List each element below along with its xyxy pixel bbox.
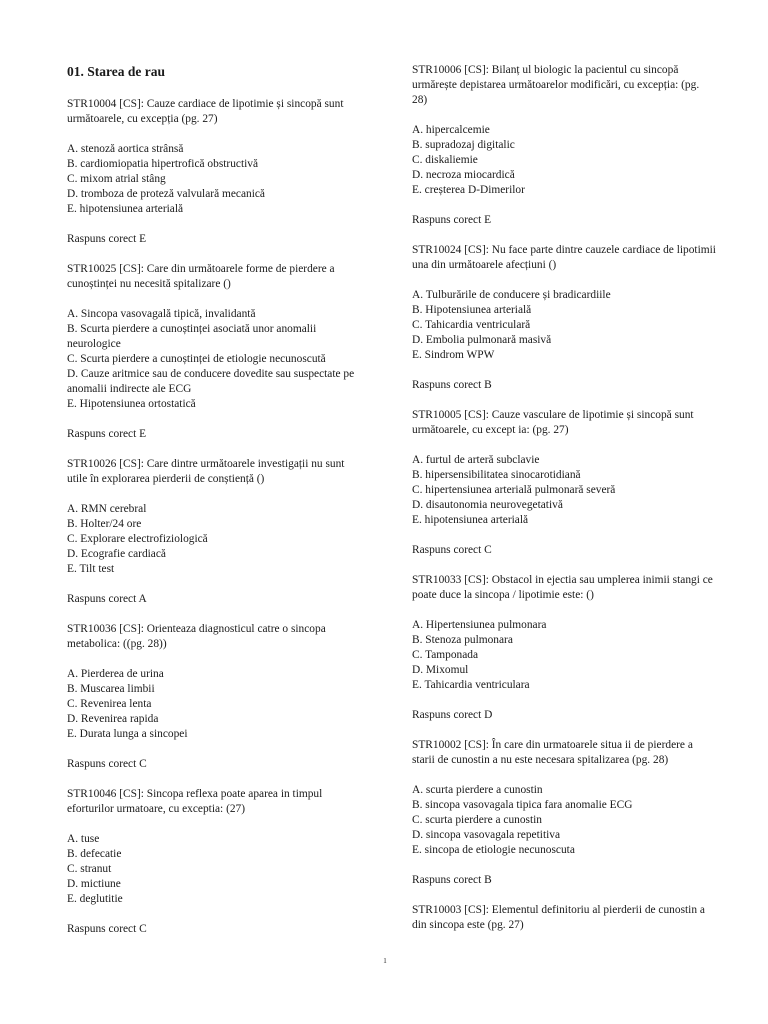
answer-option: C. Tamponada bbox=[412, 649, 479, 661]
answer-option: B. Scurta pierdere a cunoștinței asociată unor anomalii neurologice bbox=[67, 323, 317, 350]
page-number: 1 bbox=[383, 957, 387, 965]
correct-answer: Raspuns corect E bbox=[67, 233, 147, 245]
answer-option: D. mictiune bbox=[67, 878, 121, 890]
question-block bbox=[67, 97, 367, 247]
right-column bbox=[412, 63, 716, 948]
options-list bbox=[67, 502, 367, 577]
correct-answer: Raspuns corect D bbox=[412, 709, 493, 721]
question-stem: STR10036 [CS]: Orienteaza diagnosticul catre o sincopa metabolica: ((pg. 28)) bbox=[67, 623, 326, 650]
answer-option: C. mixom atrial stâng bbox=[67, 173, 166, 185]
correct-answer: Raspuns corect C bbox=[67, 758, 147, 770]
answer-option: E. Tilt test bbox=[67, 563, 115, 575]
correct-answer: Raspuns corect B bbox=[412, 379, 492, 391]
options-list bbox=[67, 142, 367, 217]
answer-option: B. Holter/24 ore bbox=[67, 518, 142, 530]
answer-option: E. Durata lunga a sincopei bbox=[67, 728, 188, 740]
answer-option: C. Tahicardia ventriculară bbox=[412, 319, 531, 331]
answer-option: E. sincopa de etiologie necunoscuta bbox=[412, 844, 575, 856]
answer-option: E. Hipotensiunea ortostatică bbox=[67, 398, 196, 410]
answer-option: B. Hipotensiunea arterială bbox=[412, 304, 532, 316]
answer-option: C. Explorare electrofiziologică bbox=[67, 533, 208, 545]
question-block bbox=[412, 408, 716, 558]
answer-option: A. furtul de arteră subclavie bbox=[412, 454, 540, 466]
question-stem: STR10024 [CS]: Nu face parte dintre cauzele cardiace de lipotimii una din următoarele afecțiuni () bbox=[412, 244, 716, 271]
answer-option: B. cardiomiopatia hipertrofică obstructivă bbox=[67, 158, 259, 170]
question-block bbox=[412, 573, 716, 723]
answer-option: C. Scurta pierdere a cunoștinței de etiologie necunoscută bbox=[67, 353, 326, 365]
answer-option: E. Sindrom WPW bbox=[412, 349, 495, 361]
answer-option: A. Hipertensiunea pulmonara bbox=[412, 619, 547, 631]
question-stem: STR10004 [CS]: Cauze cardiace de lipotimie și sincopă sunt următoarele, cu excepția (pg. 27) bbox=[67, 98, 344, 125]
answer-option: D. tromboza de proteză valvulară mecanică bbox=[67, 188, 265, 200]
answer-option: A. Sincopa vasovagală tipică, invalidantă bbox=[67, 308, 256, 320]
question-stem: STR10005 [CS]: Cauze vasculare de lipotimie și sincopă sunt următoarele, cu except ia: (pg. 27) bbox=[412, 409, 694, 436]
options-list bbox=[412, 618, 716, 693]
answer-option: E. Tahicardia ventriculara bbox=[412, 679, 530, 691]
answer-option: B. Muscarea limbii bbox=[67, 683, 155, 695]
question-block bbox=[67, 457, 367, 607]
answer-option: B. supradozaj digitalic bbox=[412, 139, 515, 151]
answer-option: E. hipotensiunea arterială bbox=[67, 203, 184, 215]
correct-answer: Raspuns corect C bbox=[67, 923, 147, 935]
question-stem: STR10002 [CS]: În care din urmatoarele situa ii de pierdere a starii de cunostin a nu este necesara spitalizarea (pg. 28) bbox=[412, 739, 693, 766]
answer-option: D. Cauze aritmice sau de conducere dovedite sau suspectate pe anomalii indirecte ale ECG bbox=[67, 368, 355, 395]
answer-option: C. hipertensiunea arterială pulmonară severă bbox=[412, 484, 616, 496]
answer-option: E. creșterea D-Dimerilor bbox=[412, 184, 525, 196]
question-block bbox=[412, 738, 716, 888]
answer-option: B. defecatie bbox=[67, 848, 122, 860]
left-question-list bbox=[67, 97, 367, 937]
answer-option: D. disautonomia neurovegetativă bbox=[412, 499, 563, 511]
options-list bbox=[412, 783, 716, 858]
question-stem: STR10033 [CS]: Obstacol in ejectia sau umplerea inimii stangi ce poate duce la sincopa / lipotimie este: () bbox=[412, 574, 713, 601]
answer-option: D. necroza miocardică bbox=[412, 169, 515, 181]
correct-answer: Raspuns corect A bbox=[67, 593, 147, 605]
answer-option: A. stenoză aortica strânsă bbox=[67, 143, 184, 155]
correct-answer: Raspuns corect E bbox=[67, 428, 147, 440]
correct-answer: Raspuns corect B bbox=[412, 874, 492, 886]
answer-option: C. stranut bbox=[67, 863, 112, 875]
question-stem: STR10003 [CS]: Elementul definitoriu al pierderii de cunostin a din sincopa este (pg. 27) bbox=[412, 904, 705, 931]
question-stem: STR10046 [CS]: Sincopa reflexa poate aparea in timpul eforturilor urmatoare, cu exceptia: (27) bbox=[67, 788, 323, 815]
answer-option: C. diskaliemie bbox=[412, 154, 478, 166]
answer-option: A. Tulburările de conducere și bradicardiile bbox=[412, 289, 611, 301]
answer-option: B. hipersensibilitatea sinocarotidiană bbox=[412, 469, 581, 481]
question-stem: STR10026 [CS]: Care dintre următoarele investigații nu sunt utile în explorarea pierderii de conștiență () bbox=[67, 458, 345, 485]
answer-option: A. tuse bbox=[67, 833, 100, 845]
answer-option: A. Pierderea de urina bbox=[67, 668, 164, 680]
answer-option: A. hipercalcemie bbox=[412, 124, 490, 136]
answer-option: A. RMN cerebral bbox=[67, 503, 147, 515]
options-list bbox=[67, 832, 367, 907]
answer-option: D. Ecografie cardiacă bbox=[67, 548, 166, 560]
answer-option: D. Embolia pulmonară masivă bbox=[412, 334, 552, 346]
question-stem: STR10006 [CS]: Bilanț ul biologic la pacientul cu sincopă urmărește depistarea următoarelor modificări, cu excepția: (pg. 28) bbox=[412, 64, 700, 106]
answer-option: E. deglutitie bbox=[67, 893, 123, 905]
options-list bbox=[67, 307, 367, 412]
answer-option: A. scurta pierdere a cunostin bbox=[412, 784, 543, 796]
correct-answer: Raspuns corect C bbox=[412, 544, 492, 556]
answer-option: C. Revenirea lenta bbox=[67, 698, 152, 710]
options-list bbox=[67, 667, 367, 742]
answer-option: D. Mixomul bbox=[412, 664, 469, 676]
question-block bbox=[412, 903, 716, 933]
question-stem: STR10025 [CS]: Care din următoarele forme de pierdere a cunoștinței nu necesită spitalizare () bbox=[67, 263, 335, 290]
question-block bbox=[412, 63, 716, 228]
question-block bbox=[67, 622, 367, 772]
question-block bbox=[67, 262, 367, 442]
answer-option: B. Stenoza pulmonara bbox=[412, 634, 513, 646]
answer-option: B. sincopa vasovagala tipica fara anomalie ECG bbox=[412, 799, 633, 811]
question-block bbox=[412, 243, 716, 393]
question-block bbox=[67, 787, 367, 937]
left-column bbox=[67, 63, 367, 952]
options-list bbox=[412, 123, 716, 198]
section-title: 01. Starea de rau bbox=[67, 64, 165, 79]
options-list bbox=[412, 453, 716, 528]
right-question-list bbox=[412, 63, 716, 933]
answer-option: C. scurta pierdere a cunostin bbox=[412, 814, 542, 826]
answer-option: D. Revenirea rapida bbox=[67, 713, 159, 725]
answer-option: E. hipotensiunea arterială bbox=[412, 514, 529, 526]
options-list bbox=[412, 288, 716, 363]
correct-answer: Raspuns corect E bbox=[412, 214, 492, 226]
answer-option: D. sincopa vasovagala repetitiva bbox=[412, 829, 561, 841]
